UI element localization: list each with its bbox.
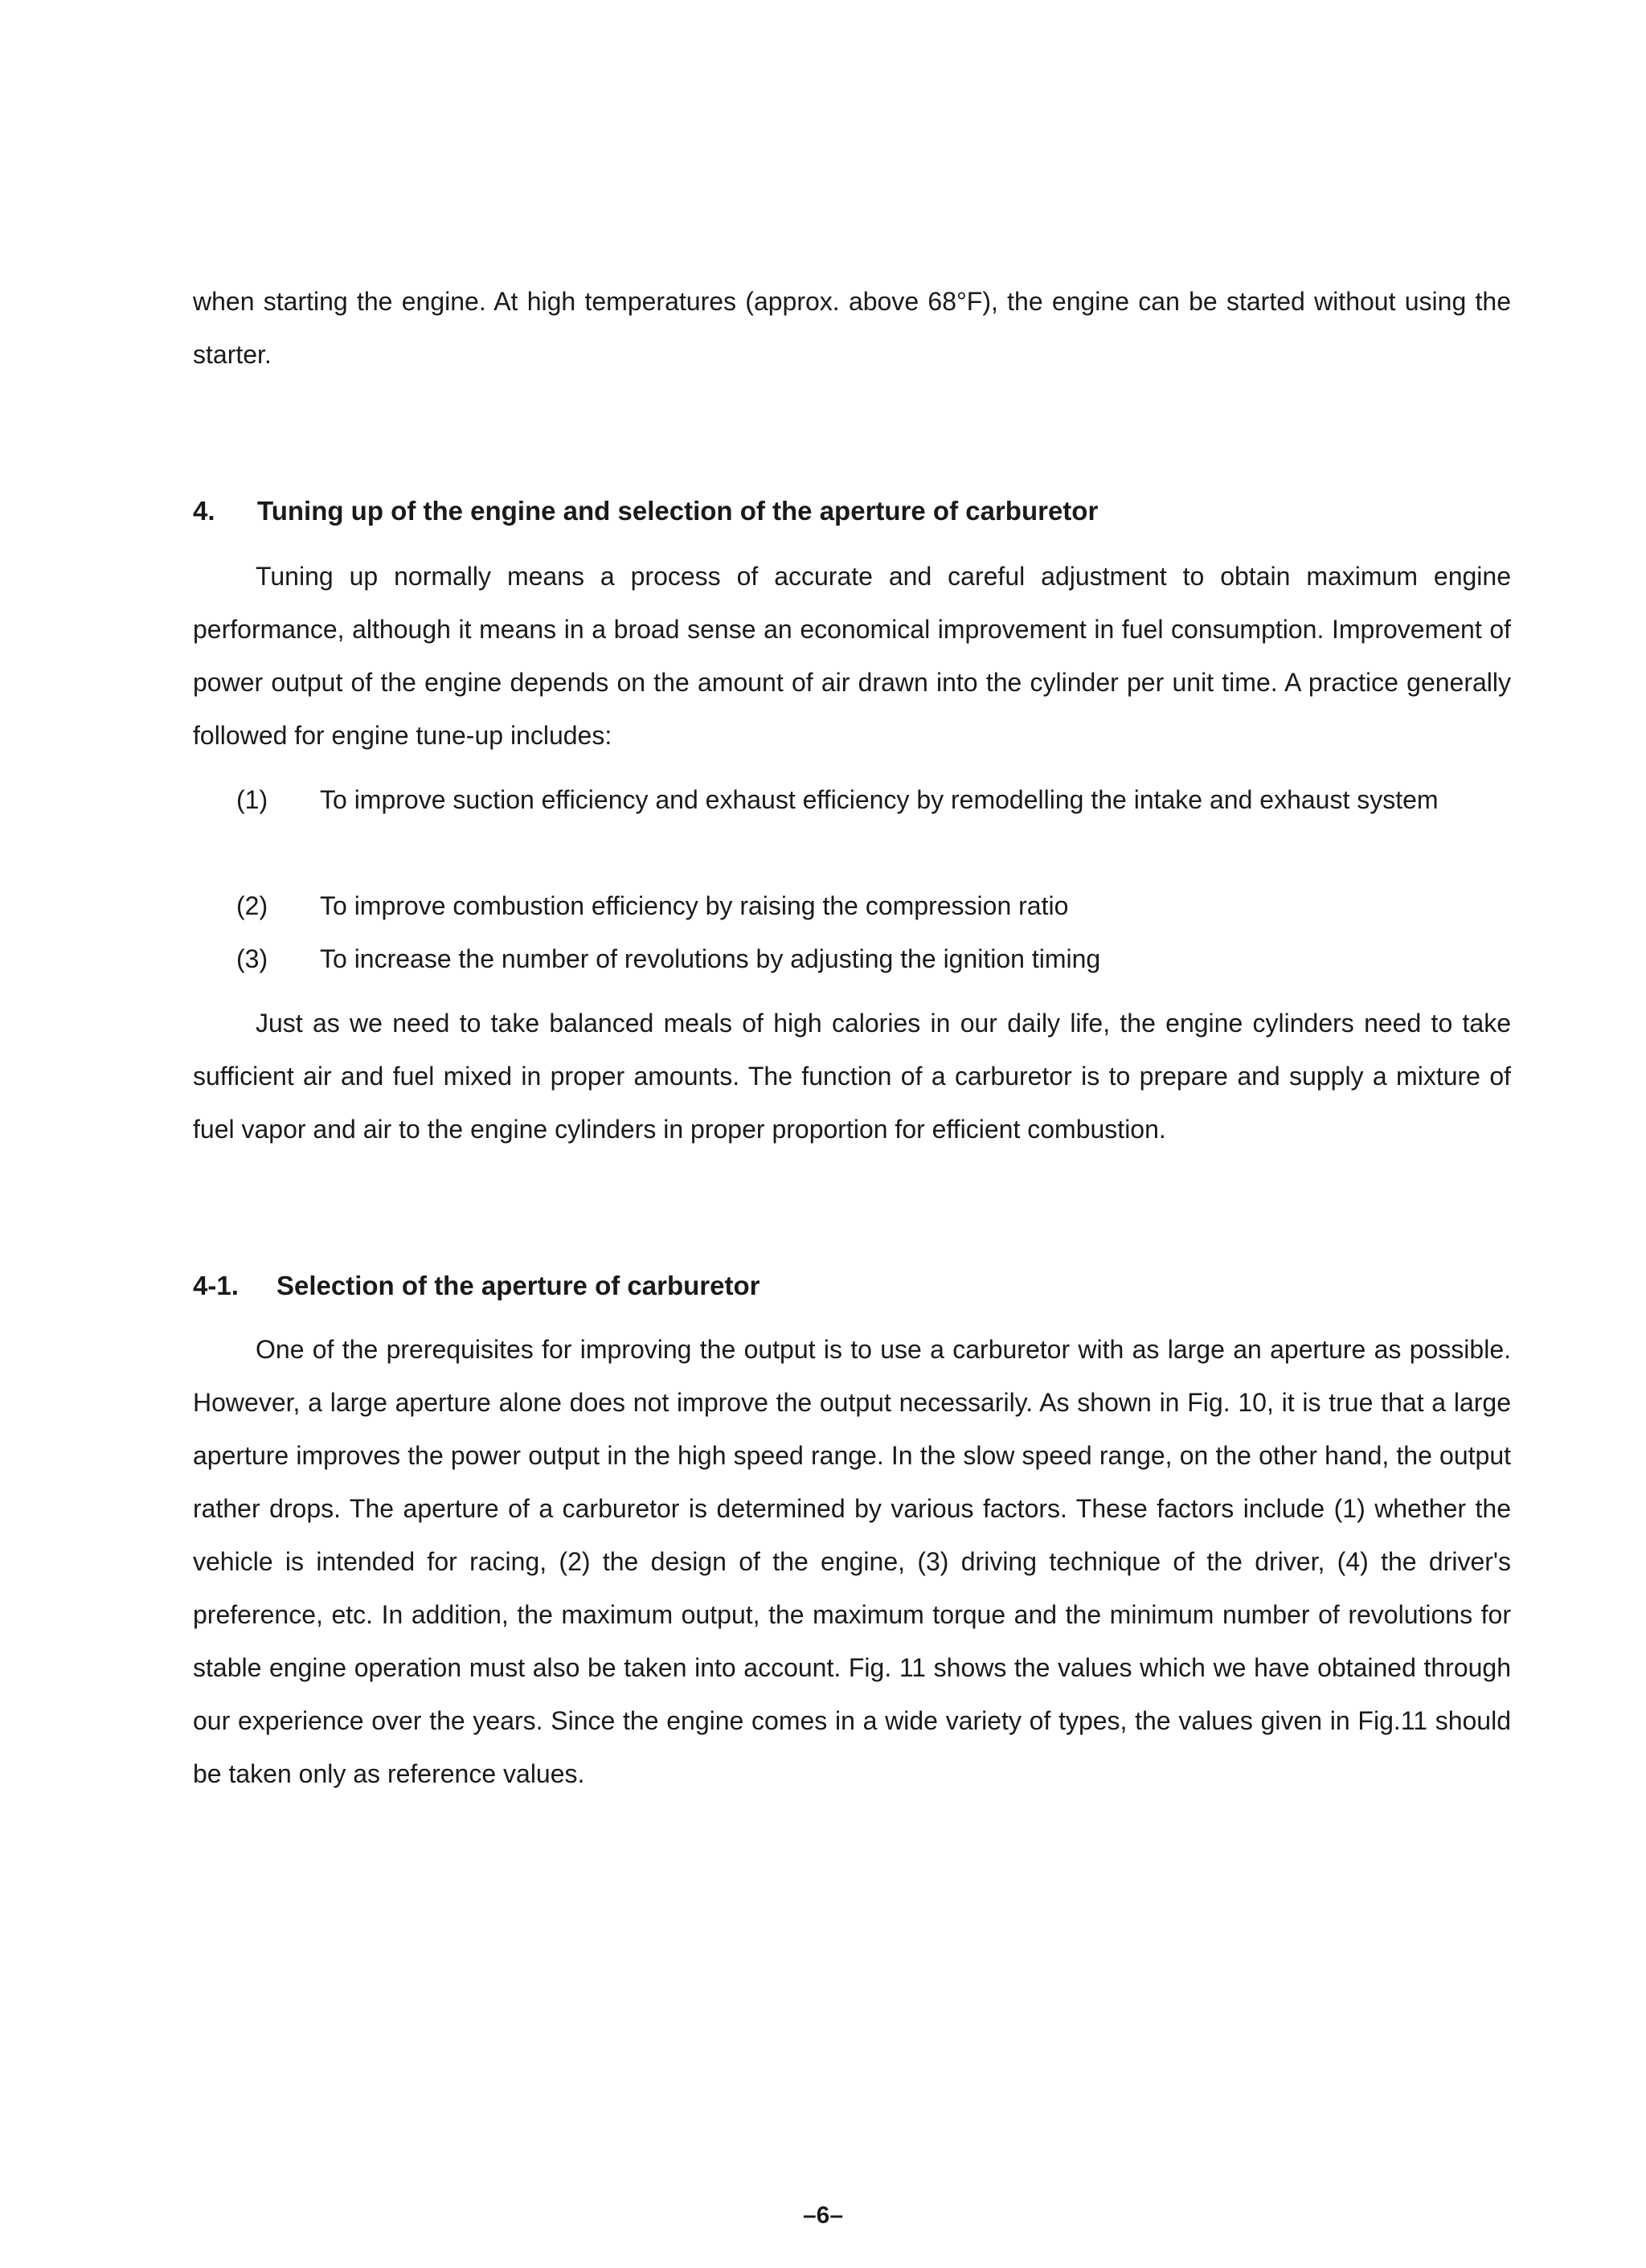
list-item-text: To increase the number of revolutions by adjusting the ignition timing	[320, 944, 1101, 973]
section-4-title: Tuning up of the engine and selection of the aperture of carburetor	[257, 496, 1099, 526]
section-4-closing-paragraph: Just as we need to take balanced meals of high calories in our daily life, the engine cylinders need to take sufficient air and fuel mixed in proper amounts. The function of a carburetor is to prepare and supply a mixture of fuel vapor and air to the engine cylinders in proper proportion for efficient combustion.	[193, 1009, 1511, 1144]
section-4-1-body-paragraph: One of the prerequisites for improving the output is to use a carburetor with as large an aperture as possible. However, a large aperture alone does not improve the output necessarily. As shown in Fig. 10, it is true that a large aperture improves the power output in the high speed range. In the slow speed range, on the other hand, the output rather drops. The aperture of a carburetor is determined by various factors. These factors include (1) whether the vehicle is intended for racing, (2) the design of the engine, (3) driving technique of the driver, (4) the driver's preference, etc. In addition, the maximum output, the maximum torque and the minimum number of revolutions for stable engine operation must also be taken into account. Fig. 11 shows the values which we have obtained through our experience over the years. Since the engine comes in a wide variety of types, the values given in Fig.11 should be taken only as reference values.	[193, 1335, 1511, 1788]
section-4-1-title: Selection of the aperture of carburetor	[276, 1271, 760, 1300]
section-4-intro-paragraph: Tuning up normally means a process of accurate and careful adjustment to obtain maximum engine performance, although it means in a broad sense an economical improvement in fuel consumption. Improvement of power output of the engine depends on the amount of air drawn into the cylinder per unit time. A practice generally followed for engine tune-up includes:	[193, 562, 1511, 750]
list-item-3	[236, 932, 1511, 985]
section-4-heading	[193, 493, 1098, 529]
section-4-number: 4.	[193, 496, 215, 526]
section-4-1-number: 4-1.	[193, 1271, 239, 1300]
list-marker: (2)	[236, 891, 268, 920]
list-item-2	[236, 879, 1511, 932]
list-item-text: To improve suction efficiency and exhaust efficiency by remodelling the intake and exhaust system	[320, 785, 1439, 814]
list-item-1	[236, 773, 1511, 826]
page-number: –6–	[802, 2202, 844, 2229]
list-marker: (1)	[236, 785, 268, 814]
section-4-1-heading	[193, 1268, 760, 1304]
list-marker: (3)	[236, 944, 268, 973]
continuation-paragraph: when starting the engine. At high temperatures (approx. above 68°F), the engine can be started without using the starter.	[193, 287, 1511, 369]
list-item-text: To improve combustion efficiency by raising the compression ratio	[320, 891, 1069, 920]
